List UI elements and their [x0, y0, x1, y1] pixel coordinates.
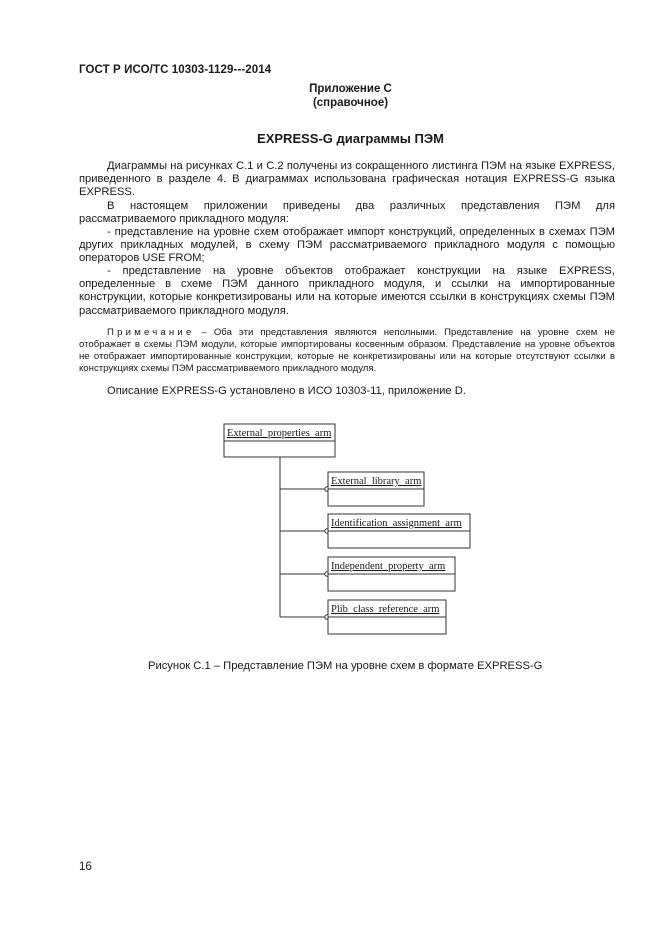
note-dash: –	[201, 327, 207, 338]
schema-name-identification-assignment: Identification_assignment_arm	[331, 518, 462, 529]
note-text: Оба эти представления являются неполными. Представление на уровне схем не отображает в схемы ПЭМ модули, которые импортированы косвенным образом. Представление на уровне объектов не отображает импортированные конструкции, которые не конкретизированы или на которые отсутствуют ссылки в конструкциях схемы ПЭМ рассматриваемого прикладного модуля.	[79, 327, 615, 374]
schema-name-external-library: External_library_arm	[331, 476, 422, 487]
paragraph-schema-level: - представление на уровне схем отображает импорт конструкций, определенных в схемах ПЭМ других прикладных модулей, в схему ПЭМ рассматриваемого прикладного модуля с помощью операторов USE FROM;	[79, 226, 615, 265]
section-heading: EXPRESS-G диаграммы ПЭМ	[257, 131, 444, 146]
annex-title: Приложение С	[309, 83, 392, 95]
paragraph-diagrams: Диаграммы на рисунках С.1 и С.2 получены из сокращенного листинга ПЭМ на языке EXPRESS, приведенного в разделе 4. В диаграммах использована графическая нотация EXPRESS-G языка EXPRESS.	[79, 160, 615, 199]
standard-designation: ГОСТ Р ИСО/ТС 10303-1129---2014	[79, 64, 272, 76]
paragraph-representations: В настоящем приложении приведены два различных представления ПЭМ для рассматриваемого прикладного модуля:	[79, 200, 615, 226]
note-label: Примечание	[107, 327, 195, 338]
schema-name-independent-property: Independent_property_arm	[331, 561, 446, 572]
figure-caption: Рисунок С.1 – Представление ПЭМ на уровне схем в формате EXPRESS-G	[148, 660, 543, 672]
annex-type: (справочное)	[312, 97, 389, 109]
express-g-description: Описание EXPRESS-G установлено в ИСО 10303-11, приложение D.	[107, 385, 466, 397]
paragraph-object-level: - представление на уровне объектов отображает конструкции на языке EXPRESS, определенные в схеме ПЭМ данного прикладного модуля, и ссылки на импортированные конструкции, которые конкретизированы или на которые имеются ссылки в конструкциях схемы ПЭМ рассматриваемого прикладного модуля.	[79, 265, 615, 317]
schema-name-plib-class-reference: Plib_class_reference_arm	[331, 604, 440, 615]
page-number: 16	[79, 861, 92, 873]
schema-name-root: External_properties_arm	[227, 428, 332, 439]
